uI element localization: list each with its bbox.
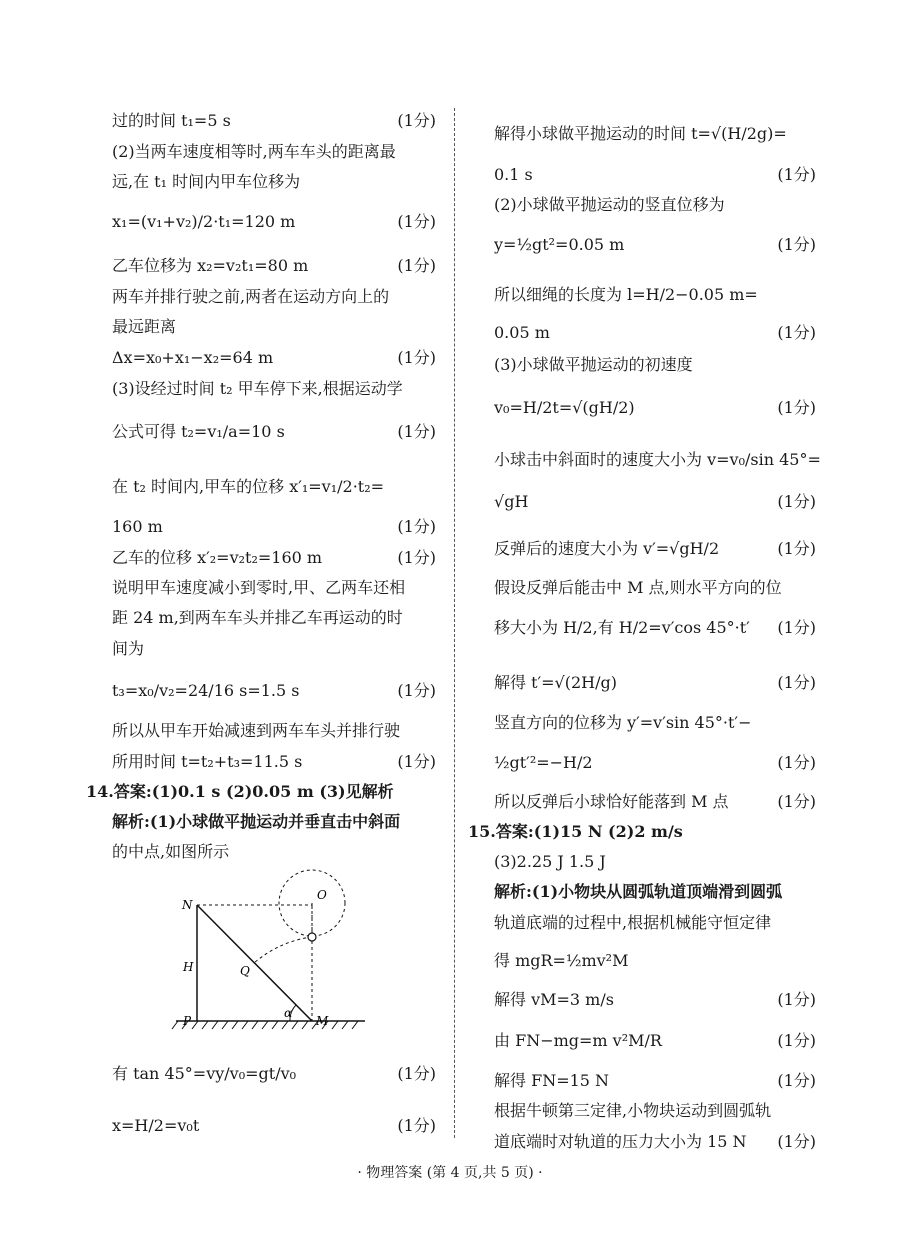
line-text: 在 t₂ 时间内,甲车的位移 x′₁=v₁/2·t₂= (112, 477, 385, 496)
score-mark: (1分) (777, 398, 816, 417)
score-mark: (1分) (397, 348, 436, 367)
line-text: 15.答案:(1)15 N (2)2 m/s (468, 822, 683, 841)
line-text: 反弹后的速度大小为 v′=√gH/2 (494, 539, 720, 558)
score-mark: (1分) (777, 492, 816, 511)
incline (197, 905, 312, 1021)
line-text: 假设反弹后能击中 M 点,则水平方向的位 (494, 578, 782, 597)
line-text: 14.答案:(1)0.1 s (2)0.05 m (3)见解析 (86, 782, 394, 801)
line-text: 有 tan 45°=vy/v₀=gt/v₀ (112, 1064, 297, 1083)
score-mark: (1分) (397, 517, 436, 536)
score-mark: (1分) (777, 1031, 816, 1050)
line-text: Δx=x₀+x₁−x₂=64 m (112, 348, 274, 367)
line-text: 的中点,如图所示 (112, 842, 230, 861)
score-mark: (1分) (397, 1064, 436, 1083)
line-text: 所用时间 t=t₂+t₃=11.5 s (112, 752, 303, 771)
line-text: 最远距离 (112, 317, 177, 336)
score-mark: (1分) (777, 618, 816, 637)
line-text: 0.05 m (494, 323, 550, 342)
line-text: 两车并排行驶之前,两者在运动方向上的 (112, 287, 390, 306)
line-text: 解得 FN=15 N (494, 1071, 610, 1090)
line-text: t₃=x₀/v₂=24/16 s=1.5 s (112, 681, 300, 700)
line-text: (2)小球做平抛运动的竖直位移为 (494, 195, 725, 214)
line-text: 所以细绳的长度为 l=H/2−0.05 m= (494, 285, 758, 304)
line-text: 过的时间 t₁=5 s (112, 111, 231, 130)
line-text: 道底端时对轨道的压力大小为 15 N (494, 1132, 747, 1151)
line-text: 说明甲车速度减小到零时,甲、乙两车还相 (112, 578, 406, 597)
line-text: 所以从甲车开始减速到两车车头并排行驶 (112, 721, 401, 740)
line-text: 竖直方向的位移为 y′=v′sin 45°·t′− (494, 713, 752, 732)
line-text: 根据牛顿第三定律,小物块运动到圆弧轨 (494, 1101, 772, 1120)
line-text: 乙车的位移 x′₂=v₂t₂=160 m (112, 548, 323, 567)
score-mark: (1分) (397, 111, 436, 130)
line-text: 所以反弹后小球恰好能落到 M 点 (494, 792, 729, 811)
line-text: 由 FN−mg=m v²M/R (494, 1031, 662, 1050)
score-mark: (1分) (397, 1116, 436, 1135)
page-footer: · 物理答案 (第 4 页,共 5 页) · (357, 1165, 543, 1181)
line-text: (2)当两车速度相等时,两车车头的距离最 (112, 142, 396, 161)
score-mark: (1分) (777, 323, 816, 342)
score-mark: (1分) (777, 792, 816, 811)
score-mark: (1分) (397, 422, 436, 441)
line-text: x₁=(v₁+v₂)/2·t₁=120 m (112, 212, 296, 231)
score-mark: (1分) (397, 548, 436, 567)
score-mark: (1分) (777, 165, 816, 184)
line-text: 解析:(1)小物块从圆弧轨道顶端滑到圆弧 (494, 882, 783, 901)
line-text: 移大小为 H/2,有 H/2=v′cos 45°·t′ (494, 618, 750, 637)
line-text: v₀=H/2t=√(gH/2) (494, 398, 635, 417)
line-text: x=H/2=v₀t (112, 1116, 200, 1135)
ground-hatch (172, 1021, 358, 1029)
line-text: 解得小球做平抛运动的时间 t=√(H/2g)= (494, 124, 787, 143)
score-mark: (1分) (777, 753, 816, 772)
line-text: 间为 (112, 639, 145, 658)
label-N: N (182, 898, 193, 912)
score-mark: (1分) (777, 673, 816, 692)
line-text: 乙车位移为 x₂=v₂t₁=80 m (112, 256, 309, 275)
line-text: √gH (494, 492, 529, 511)
column-divider (454, 108, 455, 1138)
score-mark: (1分) (397, 212, 436, 231)
score-mark: (1分) (777, 1071, 816, 1090)
score-mark: (1分) (397, 681, 436, 700)
score-mark: (1分) (777, 990, 816, 1009)
trajectory (254, 937, 312, 963)
line-text: 解得 t′=√(2H/g) (494, 673, 618, 692)
line-text: 解析:(1)小球做平抛运动并垂直击中斜面 (112, 812, 401, 831)
projectile-figure (170, 853, 370, 1043)
line-text: (3)设经过时间 t₂ 甲车停下来,根据运动学 (112, 379, 403, 398)
ball (308, 933, 316, 941)
line-text: 距 24 m,到两车车头并排乙车再运动的时 (112, 608, 403, 627)
label-H: H (183, 960, 194, 974)
score-mark: (1分) (777, 235, 816, 254)
line-text: (3)2.25 J 1.5 J (494, 852, 606, 871)
label-alpha: α (284, 1006, 293, 1020)
line-text: 0.1 s (494, 165, 533, 184)
line-text: 得 mgR=½mv²M (494, 951, 629, 970)
line-text: 解得 vM=3 m/s (494, 990, 614, 1009)
score-mark: (1分) (397, 752, 436, 771)
label-M: M (316, 1014, 329, 1028)
line-text: 160 m (112, 517, 163, 536)
label-O: O (317, 888, 327, 902)
line-text: y=½gt²=0.05 m (494, 235, 625, 254)
label-P: P (183, 1014, 192, 1028)
line-text: (3)小球做平抛运动的初速度 (494, 355, 693, 374)
line-text: 轨道底端的过程中,根据机械能守恒定律 (494, 913, 772, 932)
line-text: 远,在 t₁ 时间内甲车位移为 (112, 172, 301, 191)
line-text: 公式可得 t₂=v₁/a=10 s (112, 422, 285, 441)
score-mark: (1分) (777, 539, 816, 558)
score-mark: (1分) (397, 256, 436, 275)
line-text: 小球击中斜面时的速度大小为 v=v₀/sin 45°= (494, 450, 821, 469)
line-text: ½gt′²=−H/2 (494, 753, 593, 772)
score-mark: (1分) (777, 1132, 816, 1151)
label-Q: Q (240, 964, 250, 978)
